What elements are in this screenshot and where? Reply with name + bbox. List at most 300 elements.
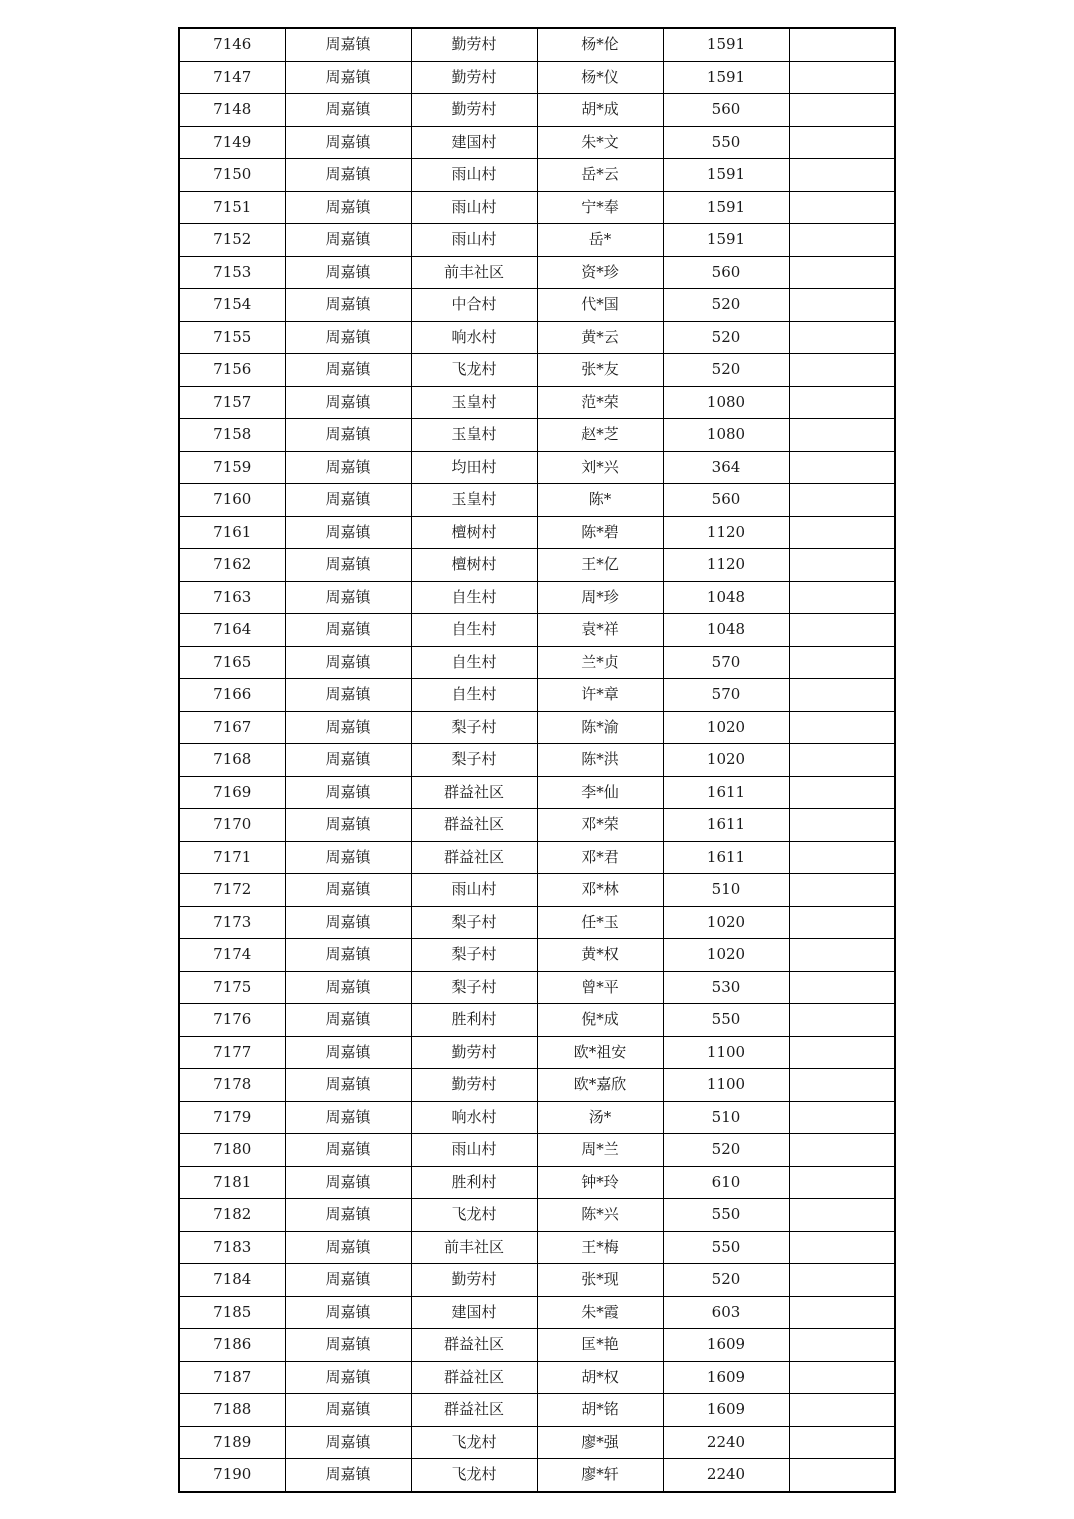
serial-number-cell: 7146	[179, 28, 285, 61]
remark-cell	[789, 354, 895, 387]
town-cell: 周嘉镇	[285, 646, 411, 679]
name-cell: 范*荣	[537, 386, 663, 419]
name-cell: 廖*强	[537, 1426, 663, 1459]
amount-cell: 1591	[663, 28, 789, 61]
name-cell: 廖*轩	[537, 1459, 663, 1492]
amount-cell: 520	[663, 1264, 789, 1297]
remark-cell	[789, 419, 895, 452]
town-cell: 周嘉镇	[285, 711, 411, 744]
serial-number-cell: 7151	[179, 191, 285, 224]
amount-cell: 1100	[663, 1036, 789, 1069]
table-row	[179, 1329, 895, 1362]
village-cell: 梨子村	[411, 971, 537, 1004]
name-cell: 黄*云	[537, 321, 663, 354]
name-cell: 朱*霞	[537, 1296, 663, 1329]
amount-cell: 1611	[663, 776, 789, 809]
amount-cell: 570	[663, 679, 789, 712]
remark-cell	[789, 516, 895, 549]
table-row	[179, 744, 895, 777]
serial-number-cell: 7162	[179, 549, 285, 582]
amount-cell: 1611	[663, 809, 789, 842]
serial-number-cell: 7171	[179, 841, 285, 874]
village-cell: 响水村	[411, 1101, 537, 1134]
village-cell: 雨山村	[411, 1134, 537, 1167]
serial-number-cell: 7165	[179, 646, 285, 679]
name-cell: 陈*渝	[537, 711, 663, 744]
remark-cell	[789, 581, 895, 614]
amount-cell: 1020	[663, 939, 789, 972]
village-cell: 雨山村	[411, 191, 537, 224]
amount-cell: 570	[663, 646, 789, 679]
town-cell: 周嘉镇	[285, 1296, 411, 1329]
serial-number-cell: 7181	[179, 1166, 285, 1199]
serial-number-cell: 7153	[179, 256, 285, 289]
village-cell: 自生村	[411, 646, 537, 679]
table-row	[179, 1036, 895, 1069]
name-cell: 朱*文	[537, 126, 663, 159]
town-cell: 周嘉镇	[285, 841, 411, 874]
remark-cell	[789, 1329, 895, 1362]
remark-cell	[789, 1101, 895, 1134]
remark-cell	[789, 971, 895, 1004]
remark-cell	[789, 61, 895, 94]
village-cell: 雨山村	[411, 159, 537, 192]
table-row	[179, 94, 895, 127]
table-row	[179, 841, 895, 874]
town-cell: 周嘉镇	[285, 939, 411, 972]
town-cell: 周嘉镇	[285, 61, 411, 94]
table-row	[179, 1296, 895, 1329]
amount-cell: 1020	[663, 711, 789, 744]
name-cell: 周*兰	[537, 1134, 663, 1167]
amount-cell: 510	[663, 874, 789, 907]
serial-number-cell: 7160	[179, 484, 285, 517]
amount-cell: 1120	[663, 516, 789, 549]
town-cell: 周嘉镇	[285, 256, 411, 289]
serial-number-cell: 7168	[179, 744, 285, 777]
table-row	[179, 126, 895, 159]
amount-cell: 2240	[663, 1426, 789, 1459]
village-cell: 雨山村	[411, 224, 537, 257]
serial-number-cell: 7147	[179, 61, 285, 94]
village-cell: 玉皇村	[411, 386, 537, 419]
village-cell: 群益社区	[411, 1394, 537, 1427]
serial-number-cell: 7150	[179, 159, 285, 192]
amount-cell: 1120	[663, 549, 789, 582]
table-row	[179, 711, 895, 744]
remark-cell	[789, 94, 895, 127]
remark-cell	[789, 224, 895, 257]
village-cell: 自生村	[411, 581, 537, 614]
remark-cell	[789, 1361, 895, 1394]
serial-number-cell: 7175	[179, 971, 285, 1004]
remark-cell	[789, 321, 895, 354]
village-cell: 群益社区	[411, 1329, 537, 1362]
amount-cell: 1591	[663, 224, 789, 257]
name-cell: 邓*君	[537, 841, 663, 874]
town-cell: 周嘉镇	[285, 971, 411, 1004]
serial-number-cell: 7157	[179, 386, 285, 419]
table-row	[179, 1101, 895, 1134]
amount-cell: 2240	[663, 1459, 789, 1492]
name-cell: 汤*	[537, 1101, 663, 1134]
serial-number-cell: 7154	[179, 289, 285, 322]
remark-cell	[789, 1394, 895, 1427]
village-cell: 梨子村	[411, 906, 537, 939]
remark-cell	[789, 451, 895, 484]
village-cell: 群益社区	[411, 776, 537, 809]
town-cell: 周嘉镇	[285, 809, 411, 842]
name-cell: 胡*铭	[537, 1394, 663, 1427]
serial-number-cell: 7189	[179, 1426, 285, 1459]
table-row	[179, 191, 895, 224]
amount-cell: 1591	[663, 61, 789, 94]
serial-number-cell: 7149	[179, 126, 285, 159]
amount-cell: 1591	[663, 191, 789, 224]
village-cell: 雨山村	[411, 874, 537, 907]
amount-cell: 1609	[663, 1361, 789, 1394]
town-cell: 周嘉镇	[285, 1264, 411, 1297]
amount-cell: 1080	[663, 419, 789, 452]
amount-cell: 550	[663, 1004, 789, 1037]
serial-number-cell: 7164	[179, 614, 285, 647]
name-cell: 刘*兴	[537, 451, 663, 484]
amount-cell: 530	[663, 971, 789, 1004]
table-row	[179, 1361, 895, 1394]
name-cell: 欧*嘉欣	[537, 1069, 663, 1102]
name-cell: 王*梅	[537, 1231, 663, 1264]
town-cell: 周嘉镇	[285, 191, 411, 224]
serial-number-cell: 7186	[179, 1329, 285, 1362]
serial-number-cell: 7176	[179, 1004, 285, 1037]
name-cell: 陈*	[537, 484, 663, 517]
table-row	[179, 1166, 895, 1199]
village-cell: 前丰社区	[411, 256, 537, 289]
village-cell: 胜利村	[411, 1004, 537, 1037]
table-row	[179, 809, 895, 842]
name-cell: 袁*祥	[537, 614, 663, 647]
serial-number-cell: 7180	[179, 1134, 285, 1167]
serial-number-cell: 7172	[179, 874, 285, 907]
village-cell: 建国村	[411, 1296, 537, 1329]
town-cell: 周嘉镇	[285, 581, 411, 614]
village-cell: 檀树村	[411, 516, 537, 549]
amount-cell: 550	[663, 1199, 789, 1232]
serial-number-cell: 7159	[179, 451, 285, 484]
remark-cell	[789, 906, 895, 939]
table-row	[179, 289, 895, 322]
remark-cell	[789, 614, 895, 647]
remark-cell	[789, 809, 895, 842]
remark-cell	[789, 939, 895, 972]
name-cell: 王*亿	[537, 549, 663, 582]
name-cell: 胡*权	[537, 1361, 663, 1394]
serial-number-cell: 7184	[179, 1264, 285, 1297]
name-cell: 曾*平	[537, 971, 663, 1004]
town-cell: 周嘉镇	[285, 1036, 411, 1069]
town-cell: 周嘉镇	[285, 1134, 411, 1167]
town-cell: 周嘉镇	[285, 1166, 411, 1199]
table-row	[179, 1199, 895, 1232]
town-cell: 周嘉镇	[285, 1069, 411, 1102]
remark-cell	[789, 711, 895, 744]
village-cell: 群益社区	[411, 841, 537, 874]
village-cell: 群益社区	[411, 1361, 537, 1394]
town-cell: 周嘉镇	[285, 1199, 411, 1232]
town-cell: 周嘉镇	[285, 874, 411, 907]
village-cell: 勤劳村	[411, 1264, 537, 1297]
town-cell: 周嘉镇	[285, 159, 411, 192]
amount-cell: 1609	[663, 1329, 789, 1362]
table-row	[179, 646, 895, 679]
serial-number-cell: 7167	[179, 711, 285, 744]
table-row	[179, 451, 895, 484]
table-row	[179, 321, 895, 354]
table-row	[179, 906, 895, 939]
town-cell: 周嘉镇	[285, 289, 411, 322]
remark-cell	[789, 1231, 895, 1264]
name-cell: 兰*贞	[537, 646, 663, 679]
town-cell: 周嘉镇	[285, 1231, 411, 1264]
table-row	[179, 256, 895, 289]
remark-cell	[789, 126, 895, 159]
amount-cell: 510	[663, 1101, 789, 1134]
table-row	[179, 679, 895, 712]
remark-cell	[789, 549, 895, 582]
table-row	[179, 1069, 895, 1102]
village-cell: 均田村	[411, 451, 537, 484]
remark-cell	[789, 744, 895, 777]
name-cell: 张*现	[537, 1264, 663, 1297]
serial-number-cell: 7158	[179, 419, 285, 452]
town-cell: 周嘉镇	[285, 1361, 411, 1394]
name-cell: 赵*芝	[537, 419, 663, 452]
table-row	[179, 1426, 895, 1459]
town-cell: 周嘉镇	[285, 484, 411, 517]
village-cell: 勤劳村	[411, 28, 537, 61]
name-cell: 李*仙	[537, 776, 663, 809]
village-cell: 响水村	[411, 321, 537, 354]
village-cell: 胜利村	[411, 1166, 537, 1199]
serial-number-cell: 7185	[179, 1296, 285, 1329]
village-cell: 中合村	[411, 289, 537, 322]
remark-cell	[789, 1166, 895, 1199]
name-cell: 宁*奉	[537, 191, 663, 224]
name-cell: 代*国	[537, 289, 663, 322]
town-cell: 周嘉镇	[285, 419, 411, 452]
serial-number-cell: 7177	[179, 1036, 285, 1069]
town-cell: 周嘉镇	[285, 614, 411, 647]
serial-number-cell: 7152	[179, 224, 285, 257]
table-row	[179, 1264, 895, 1297]
remark-cell	[789, 484, 895, 517]
table-row	[179, 1231, 895, 1264]
remark-cell	[789, 1296, 895, 1329]
amount-cell: 1020	[663, 744, 789, 777]
town-cell: 周嘉镇	[285, 1329, 411, 1362]
name-cell: 陈*洪	[537, 744, 663, 777]
remark-cell	[789, 1426, 895, 1459]
table-row	[179, 549, 895, 582]
name-cell: 周*珍	[537, 581, 663, 614]
village-cell: 玉皇村	[411, 419, 537, 452]
table-row	[179, 1459, 895, 1492]
remark-cell	[789, 874, 895, 907]
remark-cell	[789, 289, 895, 322]
village-cell: 梨子村	[411, 939, 537, 972]
town-cell: 周嘉镇	[285, 94, 411, 127]
serial-number-cell: 7187	[179, 1361, 285, 1394]
remark-cell	[789, 1004, 895, 1037]
village-cell: 勤劳村	[411, 94, 537, 127]
name-cell: 匡*艳	[537, 1329, 663, 1362]
name-cell: 邓*林	[537, 874, 663, 907]
serial-number-cell: 7182	[179, 1199, 285, 1232]
serial-number-cell: 7166	[179, 679, 285, 712]
remark-cell	[789, 776, 895, 809]
table-row	[179, 1134, 895, 1167]
amount-cell: 1080	[663, 386, 789, 419]
amount-cell: 603	[663, 1296, 789, 1329]
village-cell: 飞龙村	[411, 1459, 537, 1492]
village-cell: 梨子村	[411, 744, 537, 777]
remark-cell	[789, 1036, 895, 1069]
serial-number-cell: 7183	[179, 1231, 285, 1264]
table-row	[179, 1004, 895, 1037]
remark-cell	[789, 1199, 895, 1232]
table-row	[179, 386, 895, 419]
village-cell: 自生村	[411, 614, 537, 647]
remark-cell	[789, 1459, 895, 1492]
serial-number-cell: 7169	[179, 776, 285, 809]
table-row	[179, 354, 895, 387]
amount-cell: 610	[663, 1166, 789, 1199]
serial-number-cell: 7155	[179, 321, 285, 354]
serial-number-cell: 7161	[179, 516, 285, 549]
remark-cell	[789, 386, 895, 419]
village-cell: 飞龙村	[411, 1426, 537, 1459]
village-cell: 飞龙村	[411, 354, 537, 387]
village-cell: 勤劳村	[411, 61, 537, 94]
town-cell: 周嘉镇	[285, 1394, 411, 1427]
table-row	[179, 484, 895, 517]
amount-cell: 550	[663, 1231, 789, 1264]
town-cell: 周嘉镇	[285, 1004, 411, 1037]
table-row	[179, 224, 895, 257]
table-row	[179, 28, 895, 61]
amount-cell: 1609	[663, 1394, 789, 1427]
village-cell: 前丰社区	[411, 1231, 537, 1264]
table-row	[179, 159, 895, 192]
name-cell: 许*章	[537, 679, 663, 712]
table-row	[179, 1394, 895, 1427]
village-cell: 檀树村	[411, 549, 537, 582]
amount-cell: 520	[663, 354, 789, 387]
name-cell: 胡*成	[537, 94, 663, 127]
table-row	[179, 61, 895, 94]
remark-cell	[789, 1264, 895, 1297]
town-cell: 周嘉镇	[285, 354, 411, 387]
serial-number-cell: 7174	[179, 939, 285, 972]
serial-number-cell: 7178	[179, 1069, 285, 1102]
village-cell: 飞龙村	[411, 1199, 537, 1232]
amount-cell: 560	[663, 256, 789, 289]
name-cell: 岳*	[537, 224, 663, 257]
amount-cell: 520	[663, 321, 789, 354]
village-cell: 自生村	[411, 679, 537, 712]
remark-cell	[789, 1134, 895, 1167]
data-table	[178, 27, 896, 1493]
amount-cell: 550	[663, 126, 789, 159]
table-row	[179, 516, 895, 549]
name-cell: 杨*伦	[537, 28, 663, 61]
serial-number-cell: 7190	[179, 1459, 285, 1492]
table-row	[179, 614, 895, 647]
remark-cell	[789, 28, 895, 61]
town-cell: 周嘉镇	[285, 744, 411, 777]
town-cell: 周嘉镇	[285, 321, 411, 354]
amount-cell: 1048	[663, 581, 789, 614]
serial-number-cell: 7170	[179, 809, 285, 842]
town-cell: 周嘉镇	[285, 224, 411, 257]
remark-cell	[789, 191, 895, 224]
serial-number-cell: 7148	[179, 94, 285, 127]
town-cell: 周嘉镇	[285, 451, 411, 484]
remark-cell	[789, 841, 895, 874]
name-cell: 张*友	[537, 354, 663, 387]
town-cell: 周嘉镇	[285, 906, 411, 939]
amount-cell: 520	[663, 1134, 789, 1167]
town-cell: 周嘉镇	[285, 516, 411, 549]
town-cell: 周嘉镇	[285, 1101, 411, 1134]
village-cell: 勤劳村	[411, 1036, 537, 1069]
name-cell: 黄*权	[537, 939, 663, 972]
serial-number-cell: 7188	[179, 1394, 285, 1427]
amount-cell: 520	[663, 289, 789, 322]
town-cell: 周嘉镇	[285, 386, 411, 419]
name-cell: 邓*荣	[537, 809, 663, 842]
village-cell: 建国村	[411, 126, 537, 159]
amount-cell: 364	[663, 451, 789, 484]
remark-cell	[789, 679, 895, 712]
amount-cell: 1100	[663, 1069, 789, 1102]
name-cell: 岳*云	[537, 159, 663, 192]
village-cell: 玉皇村	[411, 484, 537, 517]
table-row	[179, 939, 895, 972]
serial-number-cell: 7173	[179, 906, 285, 939]
town-cell: 周嘉镇	[285, 679, 411, 712]
remark-cell	[789, 1069, 895, 1102]
remark-cell	[789, 159, 895, 192]
name-cell: 资*珍	[537, 256, 663, 289]
name-cell: 任*玉	[537, 906, 663, 939]
name-cell: 杨*仪	[537, 61, 663, 94]
table-row	[179, 419, 895, 452]
amount-cell: 1591	[663, 159, 789, 192]
table-row	[179, 581, 895, 614]
remark-cell	[789, 646, 895, 679]
town-cell: 周嘉镇	[285, 1426, 411, 1459]
village-cell: 勤劳村	[411, 1069, 537, 1102]
town-cell: 周嘉镇	[285, 1459, 411, 1492]
name-cell: 陈*碧	[537, 516, 663, 549]
town-cell: 周嘉镇	[285, 549, 411, 582]
name-cell: 倪*成	[537, 1004, 663, 1037]
amount-cell: 1020	[663, 906, 789, 939]
amount-cell: 560	[663, 94, 789, 127]
name-cell: 钟*玲	[537, 1166, 663, 1199]
table-body	[179, 28, 895, 1492]
